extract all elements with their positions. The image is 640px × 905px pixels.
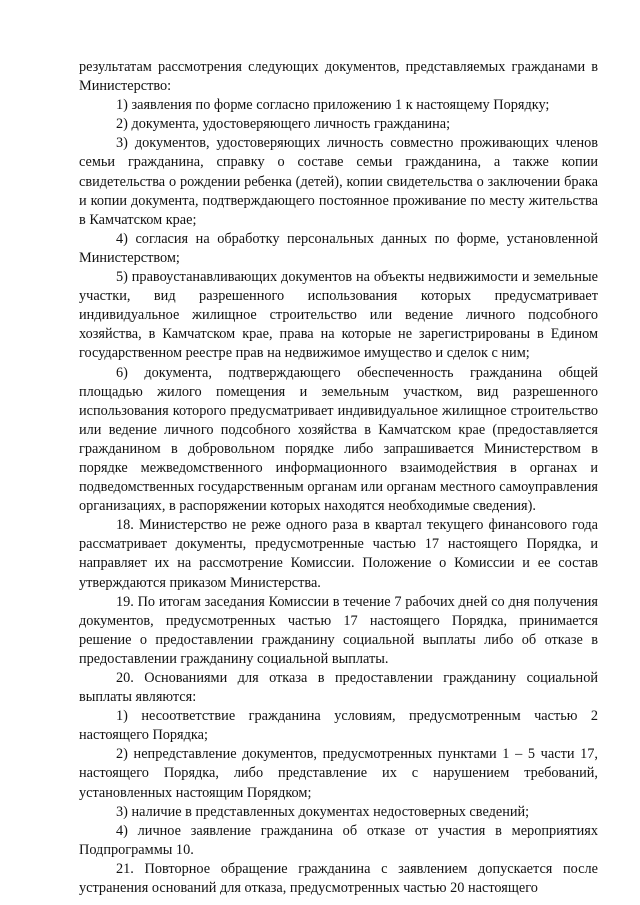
refusal-ground-2: 2) непредставление документов, предусмотренных пунктами 1 – 5 части 17, настоящего Порядка, либо представление их с нарушением требований, установленных настоящим Порядком; — [79, 746, 598, 801]
list-item-6: 6) документа, подтверждающего обеспеченность гражданина общей площадью жилого помещения и земельным участком, вид разрешенного использования которого предусматривает индивидуальное жилищное строительство или ведение личного подсобного хозяйства в Камчатском крае (предоставляется гражданином в добровольном порядке либо запрашивается Министерством в порядке межведомственного информационного взаимодействия в органах и подведомственных государственным органам или органам местного самоуправления организациях, в распоряжении которых находятся необходимые сведения). — [79, 364, 598, 515]
document-page — [79, 58, 598, 898]
refusal-ground-1: 1) несоответствие гражданина условиям, предусмотренным частью 2 настоящего Порядка; — [79, 708, 598, 744]
list-item-5: 5) правоустанавливающих документов на объекты недвижимости и земельные участки, вид разрешенного использования которых предусматривает индивидуальное жилищное строительство или ведение личного подсобного хозяйства, в Камчатском крае, права на которые не зарегистрированы в Едином государственном реестре прав на недвижимое имущество и сделок с ним; — [79, 269, 598, 362]
clause-18: 18. Министерство не реже одного раза в квартал текущего финансового года рассматривает документы, предусмотренные частью 17 настоящего Порядка, и направляет их на рассмотрение Комиссии. Положение о Комиссии и ее состав утверждаются приказом Министерства. — [79, 517, 598, 591]
paragraph-intro: результатам рассмотрения следующих документов, представляемых гражданами в Министерство: — [79, 59, 598, 95]
clause-20: 20. Основаниями для отказа в предоставлении гражданину социальной выплаты являются: — [79, 670, 598, 706]
list-item-2: 2) документа, удостоверяющего личность гражданина; — [116, 116, 451, 133]
refusal-ground-3: 3) наличие в представленных документах недостоверных сведений; — [116, 803, 530, 820]
list-item-1: 1) заявления по форме согласно приложению 1 к настоящему Порядку; — [116, 97, 550, 114]
clause-21: 21. Повторное обращение гражданина с заявлением допускается после устранения оснований для отказа, предусмотренных частью 20 настоящего — [79, 860, 598, 897]
list-item-4: 4) согласия на обработку персональных данных по форме, установленной Министерством; — [79, 230, 598, 266]
clause-19: 19. По итогам заседания Комиссии в течение 7 рабочих дней со дня получения документов, предусмотренных частью 17 настоящего Порядка, принимается решение о предоставлении гражданину социальной выплаты либо об отказе в предоставлении гражданину социальной выплаты. — [79, 593, 598, 667]
refusal-ground-4: 4) личное заявление гражданина об отказе от участия в мероприятиях Подпрограммы 10. — [79, 822, 598, 858]
list-item-3: 3) документов, удостоверяющих личность совместно проживающих членов семьи гражданина, справку о составе семьи гражданина, а также копии свидетельства о рождении ребенка (детей), копии свидетельства о заключении брака и копии документа, подтверждающего постоянное проживание по месту жительства в Камчатском крае; — [79, 135, 598, 228]
